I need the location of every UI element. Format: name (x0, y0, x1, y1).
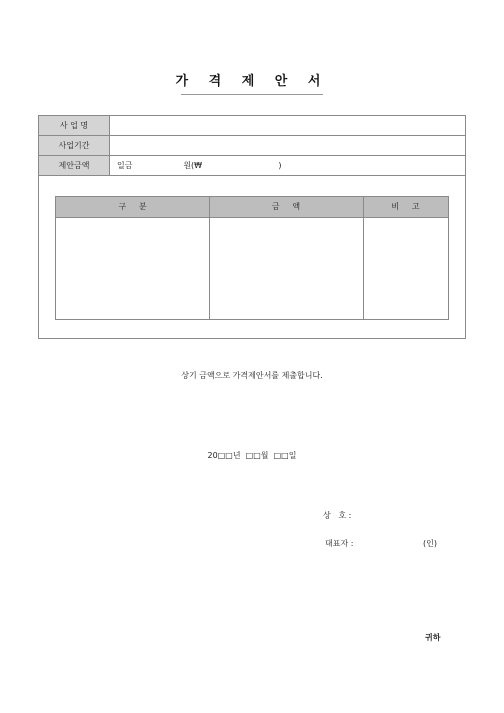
info-row-proposed-amount (39, 156, 465, 176)
info-row-project-name (39, 116, 465, 136)
date-line: 20□□년 □□월 □□일 (207, 451, 297, 460)
info-label: 사 업 명 (39, 116, 110, 135)
title-underline (181, 94, 323, 95)
table-header-amount: 금 액 (209, 197, 363, 218)
info-row-project-period (39, 136, 465, 156)
table-header-remarks: 비 고 (363, 197, 448, 218)
info-label: 사업기간 (39, 136, 110, 155)
column-divider (363, 197, 364, 319)
document-title: 가 격 제 안 서 (175, 74, 329, 89)
submission-statement: 상기 금액으로 가격제안서를 제출합니다. (181, 371, 323, 380)
addressee-honorific: 귀하 (425, 633, 441, 642)
column-divider (209, 197, 210, 319)
table-header-category: 구 분 (56, 197, 209, 218)
company-name-label: 상 호 : (323, 511, 352, 520)
info-label: 제안금액 (39, 156, 110, 175)
representative-label: 대표자 : (325, 539, 354, 548)
seal-mark: (인) (423, 539, 437, 548)
info-value: 일금 원(₩ ) (117, 161, 282, 170)
price-breakdown-table (55, 196, 449, 320)
